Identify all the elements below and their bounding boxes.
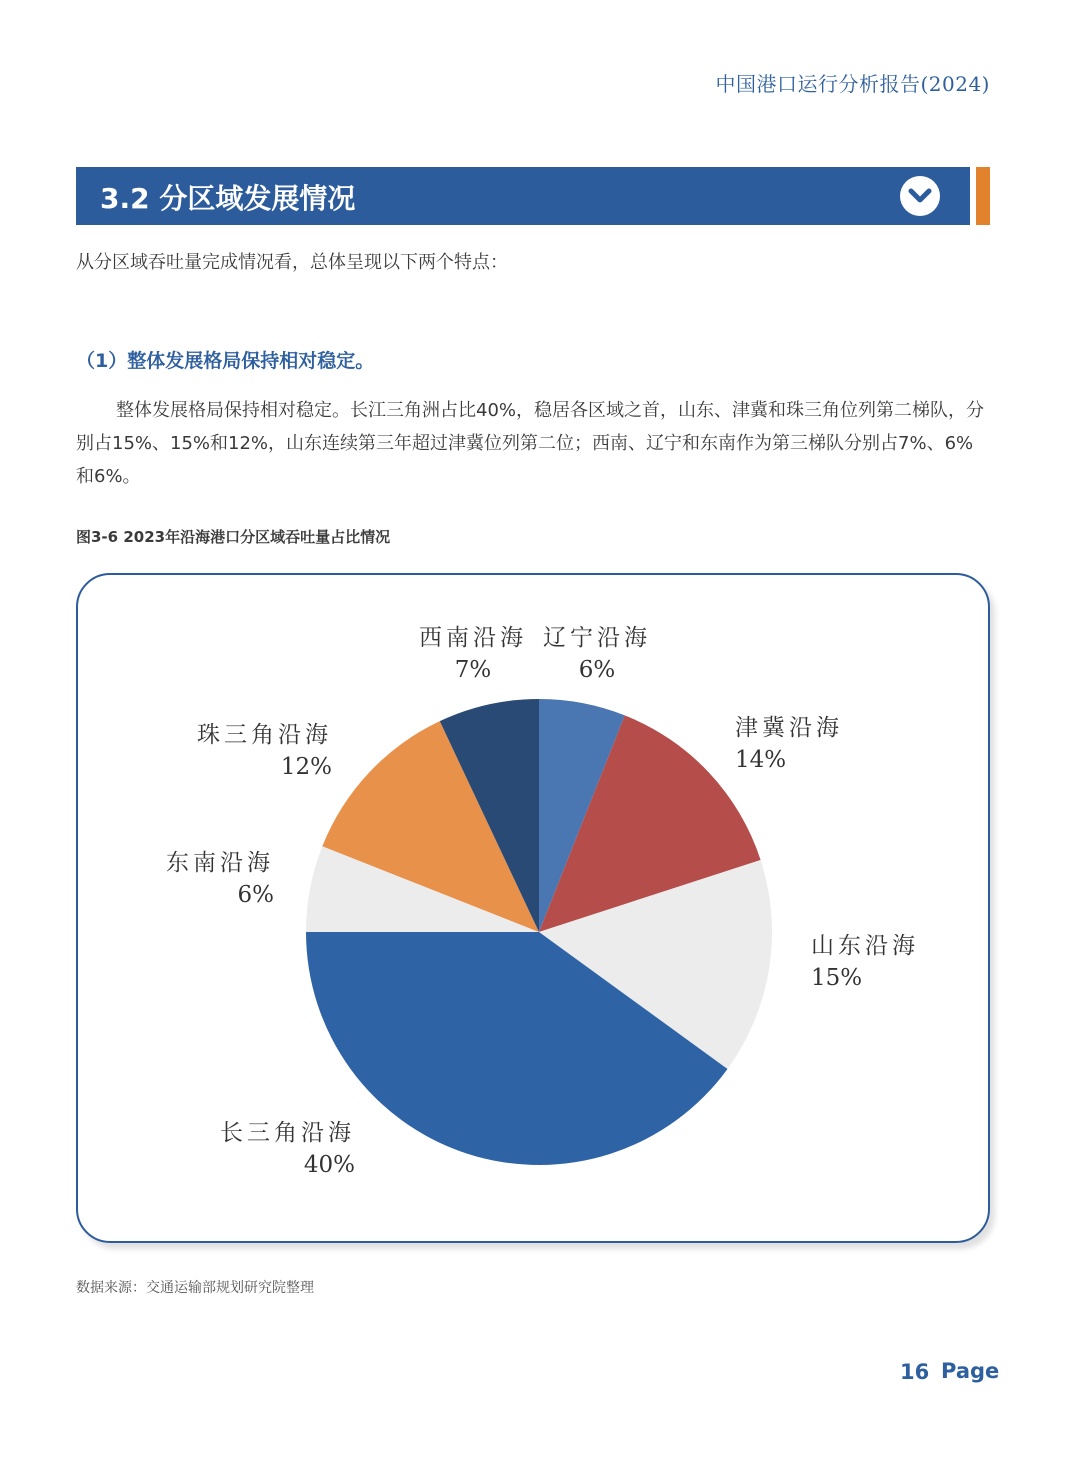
slice-name-label: 西南沿海	[419, 625, 527, 651]
slice-value-label: 6%	[237, 882, 274, 908]
report-title: 中国港口运行分析报告(2024)	[715, 72, 990, 96]
page-number: 16	[900, 1360, 930, 1384]
chart-frame	[76, 573, 990, 1243]
slice-value-label: 6%	[578, 657, 616, 683]
slice-name-label: 山东沿海	[811, 933, 919, 959]
slice-value-label: 14%	[735, 747, 787, 773]
subheading: （1）整体发展格局保持相对稳定。	[76, 350, 375, 372]
slice-value-label: 7%	[454, 657, 492, 683]
slice-name-label: 东南沿海	[166, 850, 274, 876]
slice-name-label: 长三角沿海	[220, 1120, 355, 1146]
pie-chart	[78, 575, 983, 1235]
slice-value-label: 40%	[303, 1152, 355, 1178]
figure-caption: 图3-6 2023年沿海港口分区域吞吐量占比情况	[76, 528, 391, 546]
section-title: 3.2 分区域发展情况	[100, 182, 356, 215]
data-source: 数据来源：交通运输部规划研究院整理	[76, 1280, 314, 1296]
section-header-bar	[76, 167, 970, 225]
slice-name-label: 津冀沿海	[735, 715, 843, 741]
intro-text: 从分区域吞吐量完成情况看，总体呈现以下两个特点：	[76, 252, 508, 273]
page-label: Page	[941, 1359, 1000, 1383]
body-paragraph: 整体发展格局保持相对稳定。长江三角洲占比40%，稳居各区域之首，山东、津冀和珠三角位列第二梯队，分别占15%、15%和12%，山东连续第三年超过津冀位列第二位；西南、辽宁和东南作为第三梯队分别占7%、6%和6%。	[76, 400, 985, 487]
slice-name-label: 辽宁沿海	[543, 625, 651, 651]
section-accent-bar	[976, 167, 990, 225]
slice-name-label: 珠三角沿海	[197, 722, 332, 748]
slice-value-label: 15%	[811, 965, 863, 991]
chevron-down-circle-icon[interactable]	[900, 176, 940, 216]
slice-value-label: 12%	[280, 754, 332, 780]
